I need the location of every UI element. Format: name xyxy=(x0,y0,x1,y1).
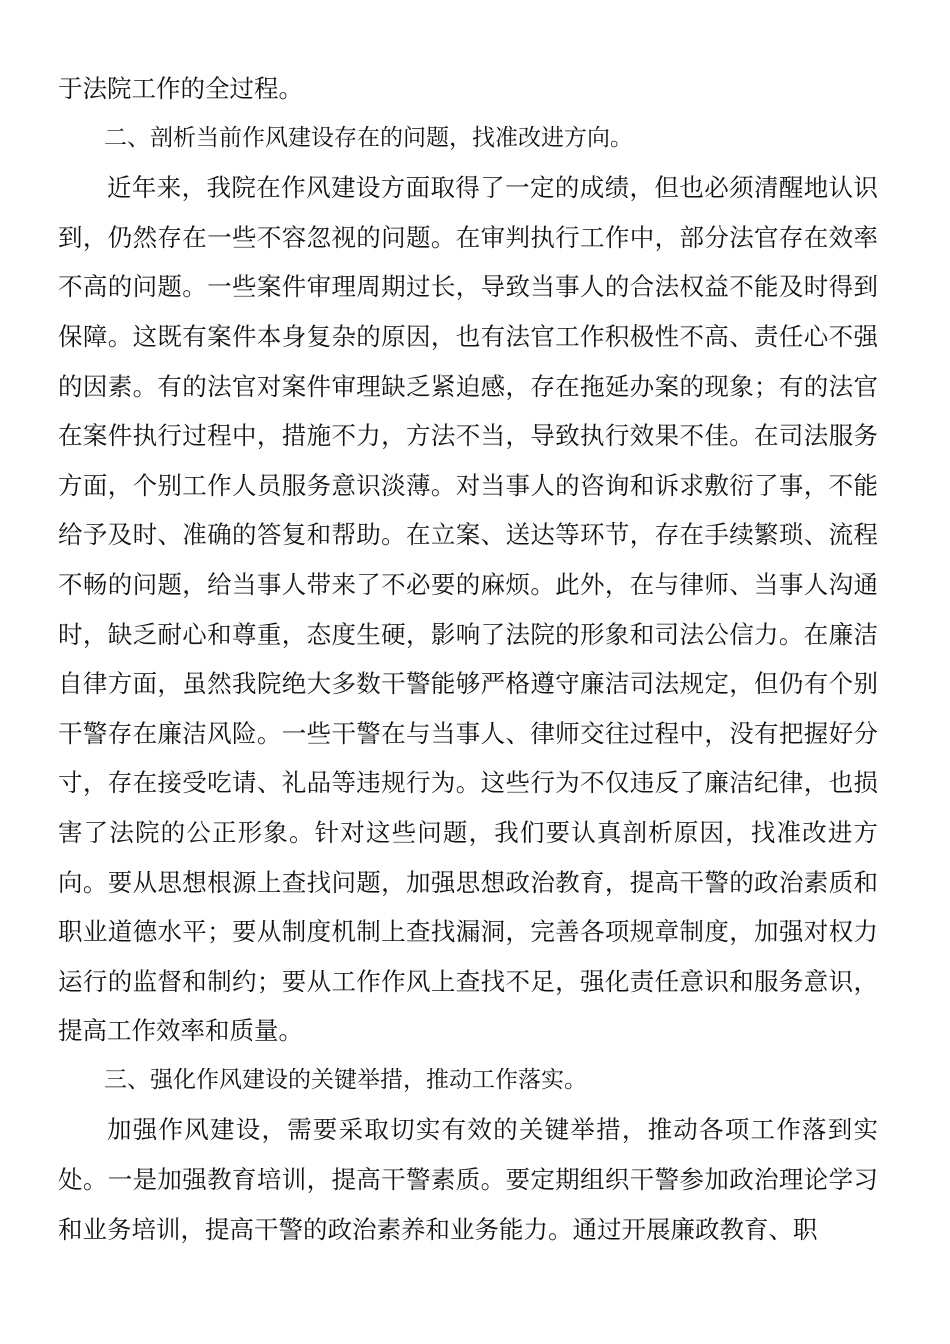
document-body xyxy=(58,64,878,1254)
section-heading-2: 二、剖析当前作风建设存在的问题，找准改进方向。 xyxy=(104,124,633,151)
paragraph-measures: 加强作风建设，需要采取切实有效的关键举措，推动各项工作落到实处。一是加强教育培训，提高干警素质。要定期组织干警参加政治理论学习和业务培训，提高干警的政治素养和业务能力。通过开展廉政教育、职 xyxy=(58,1115,878,1244)
section-heading-3: 三、强化作风建设的关键举措，推动工作落实。 xyxy=(104,1066,587,1093)
paragraph-problems: 近年来，我院在作风建设方面取得了一定的成绩，但也必须清醒地认识到，仍然存在一些不容忽视的问题。在审判执行工作中，部分法官存在效率不高的问题。一些案件审理周期过长，导致当事人的合法权益不能及时得到保障。这既有案件本身复杂的原因，也有法官工作积极性不高、责任心不强的因素。有的法官对案件审理缺乏紧迫感，存在拖延办案的现象；有的法官在案件执行过程中，措施不力，方法不当，导致执行效果不佳。在司法服务方面，个别工作人员服务意识淡薄。对当事人的咨询和诉求敷衍了事，不能给予及时、准确的答复和帮助。在立案、送达等环节，存在手续繁琐、流程不畅的问题，给当事人带来了不必要的麻烦。此外，在与律师、当事人沟通时，缺乏耐心和尊重，态度生硬，影响了法院的形象和司法公信力。在廉洁自律方面，虽然我院绝大多数干警能够严格遵守廉洁司法规定，但仍有个别干警存在廉洁风险。一些干警在与当事人、律师交往过程中，没有把握好分寸，存在接受吃请、礼品等违规行为。这些行为不仅违反了廉洁纪律，也损害了法院的公正形象。针对这些问题，我们要认真剖析原因，找准改进方向。要从思想根源上查找问题，加强思想政治教育，提高干警的政治素质和职业道德水平；要从制度机制上查找漏洞，完善各项规章制度，加强对权力运行的监督和制约；要从工作作风上查找不足，强化责任意识和服务意识，提高工作效率和质量。 xyxy=(58,173,878,1046)
paragraph-continuation: 于法院工作的全过程。 xyxy=(58,74,303,103)
